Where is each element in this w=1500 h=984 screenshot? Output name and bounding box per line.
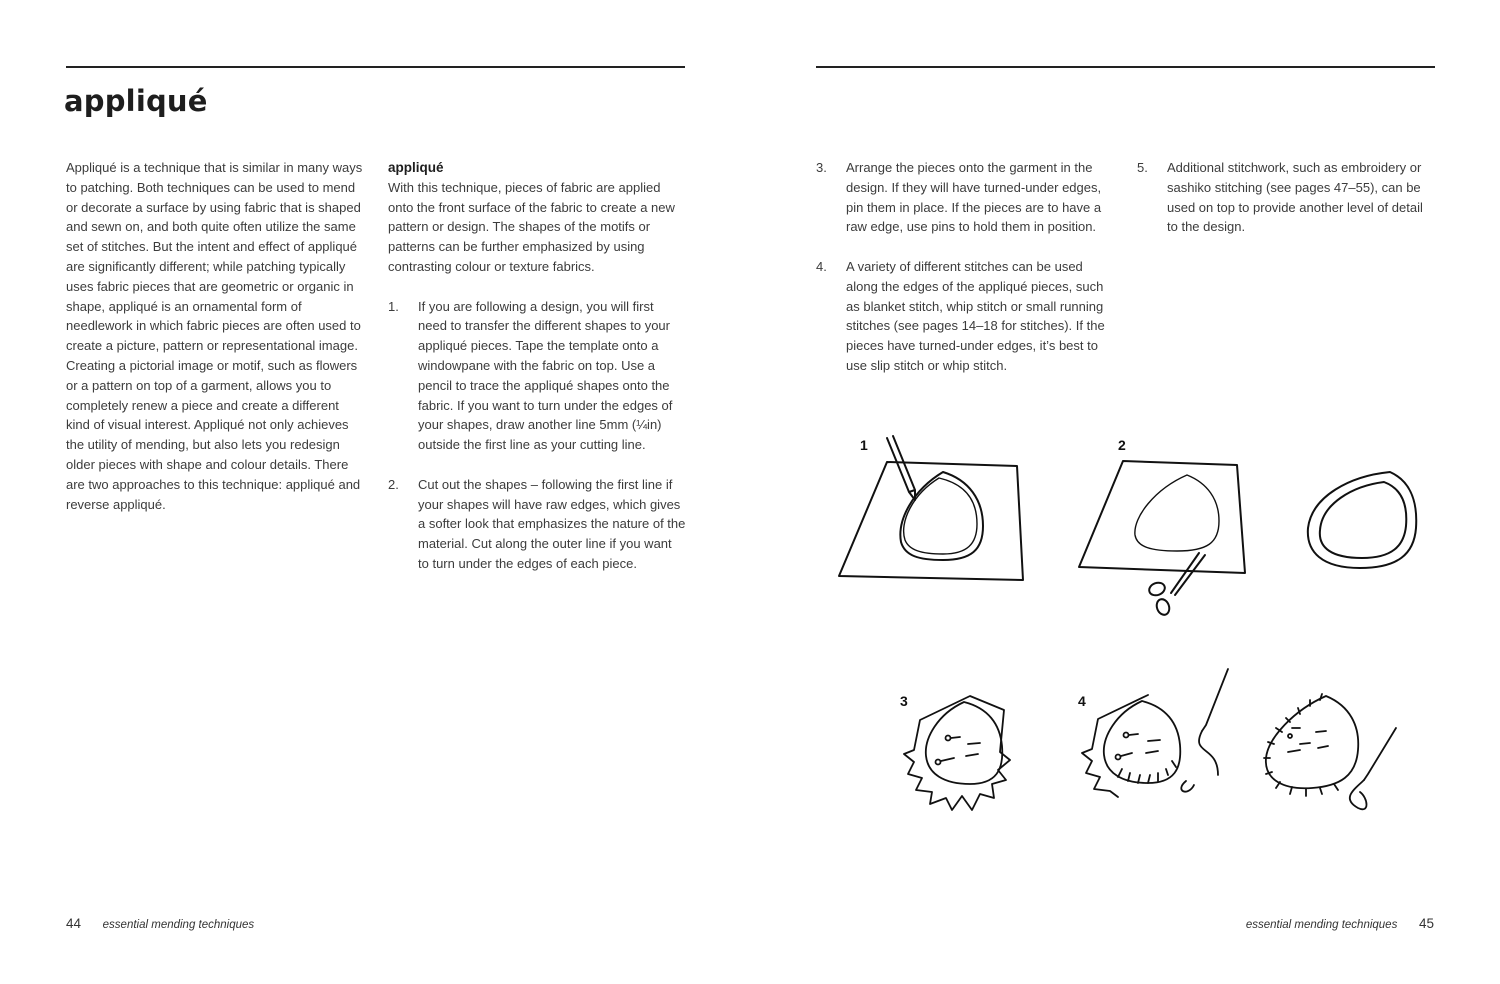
section-subheading: appliqué	[388, 160, 444, 175]
illustration-cutout-piece	[1300, 468, 1430, 583]
steps-list-a	[388, 297, 686, 574]
step-text: Arrange the pieces onto the garment in the design. If they will have turned-under edges, pin them in place. If the pieces are to have a raw edge, use pins to hold them in position.	[846, 160, 1102, 235]
figure-label-2: 2	[1118, 437, 1126, 453]
intro-paragraph: Appliqué is a technique that is similar in many ways to patching. Both techniques can be used to mend or decorate a surface by using fabric that is shaped and sewn on, and both quite often utilize the same set of stitches. But the intent and effect of appliqué are significantly different; while patching typically uses fabric pieces that are geometric or organic in shape, appliqué is an ornamental form of needlework in which fabric pieces are often used to create a picture, pattern or representational image. Creating a pictorial image or motif, such as flowers or a pattern on top of a garment, allows you to completely renew a piece and create a different kind of visual interest. Appliqué not only achieves the utility of mending, but also lets you redesign older pieces with shape and colour details. There are two approaches to this technique: appliqué and reverse appliqué.	[66, 160, 363, 512]
running-title-right: essential mending techniques	[1245, 919, 1398, 931]
page-number-right: 45	[1418, 916, 1434, 931]
page-title: appliqué	[64, 84, 208, 118]
step-text: Cut out the shapes – following the first line if your shapes will have raw edges, which gives a softer look that emphasizes the nature of the material. Cut along the outer line if you want to turn under the edges of each piece.	[418, 476, 686, 571]
step-number: 5.	[1137, 160, 1148, 175]
step-number: 4.	[816, 258, 827, 274]
figure-label-3: 3	[900, 693, 908, 709]
top-rule-right	[816, 66, 1435, 68]
steps-list-b	[816, 158, 1112, 376]
step-number: 2.	[388, 476, 399, 492]
figure-label-4: 4	[1078, 693, 1086, 709]
step-item	[388, 475, 686, 574]
footer-right	[1246, 916, 1434, 931]
steps-column-c	[1137, 158, 1435, 237]
step-text: If you are following a design, you will first need to transfer the different shapes to your appliqué pieces. Tape the template onto a windowpane with the fabric on top. Use a pencil to trace the appliqué shapes onto the fabric. If you want to turn under the edges of your shapes, draw another line 5mm (¼in) outside the first line as your cutting line.	[418, 298, 673, 453]
figure-label-1: 1	[860, 437, 868, 453]
illustration-pinned-piece	[900, 690, 1030, 825]
step-number: 1.	[388, 298, 399, 314]
running-title-left: essential mending techniques	[102, 919, 255, 931]
step-number: 3.	[816, 160, 827, 175]
illustration-cut-shape	[1075, 455, 1285, 630]
step-item	[816, 257, 1112, 376]
steps-column-b	[816, 158, 1112, 376]
intro-column	[66, 158, 366, 514]
footer-left	[66, 916, 254, 931]
section-intro: With this technique, pieces of fabric are applied onto the front surface of the fabric to create a new pattern or design. The shapes of the motifs or patterns can be further emphasized by using contrasting colour or texture fabrics.	[388, 179, 675, 274]
page-number-left: 44	[66, 916, 82, 931]
top-rule-left	[66, 66, 685, 68]
step-text: Additional stitchwork, such as embroidery or sashiko stitching (see pages 47–55), can be used on top to provide another level of detail to the design.	[1167, 160, 1423, 235]
step-text: A variety of different stitches can be used along the edges of the appliqué pieces, such as blanket stitch, whip stitch or small running stitches (see pages 14–18 for stitches). If the pieces have turned-under edges, it’s best to use slip stitch or whip stitch.	[846, 258, 1105, 373]
illustration-finished-piece	[1260, 688, 1410, 823]
step-item	[388, 297, 686, 455]
step-item	[1137, 158, 1435, 237]
method-column	[388, 158, 686, 574]
illustration-stitching-piece	[1078, 665, 1238, 820]
step-item	[816, 158, 1112, 237]
steps-list-c	[1137, 158, 1435, 237]
illustration-trace-shape	[835, 430, 1035, 595]
